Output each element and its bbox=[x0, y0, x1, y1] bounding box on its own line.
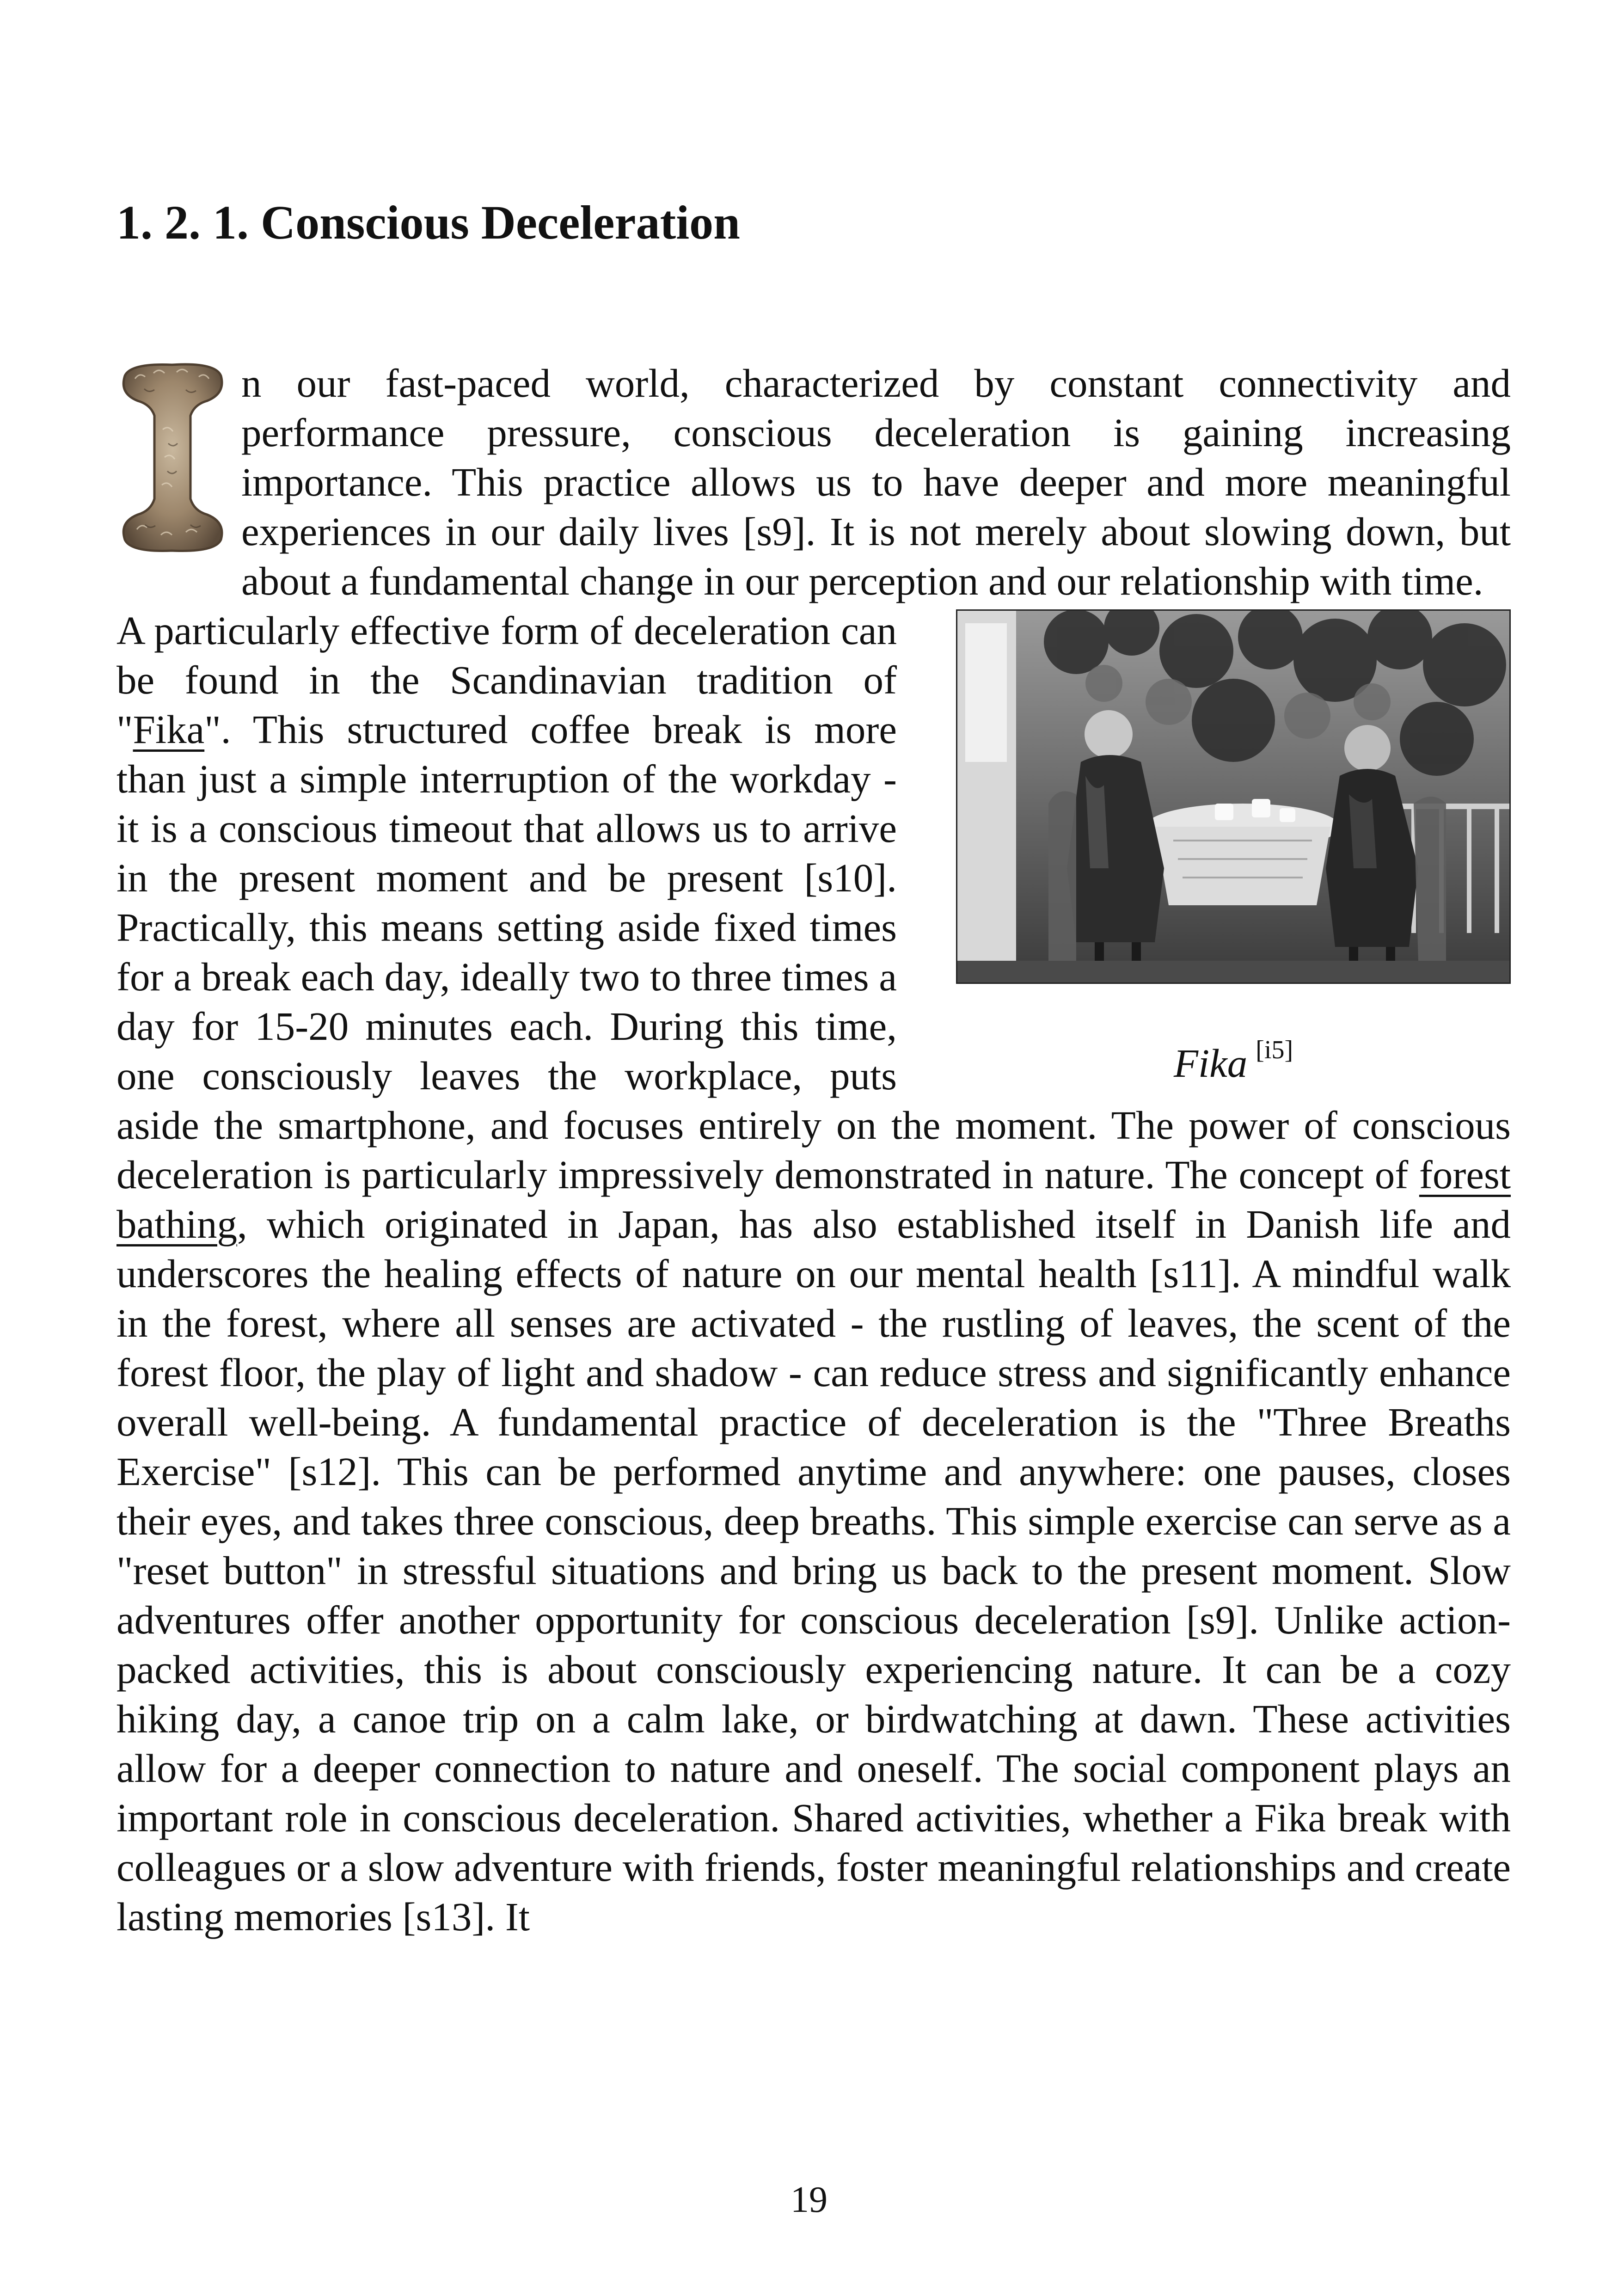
page-number: 19 bbox=[791, 2179, 827, 2220]
paragraph-main-end: , which originated in Japan, has also established itself in Danish life and underscores the healing effects of nature on our mental health [s11]. A mindful walk in the forest, where all senses are activated - the rustling of leaves, the scent of the forest floor, the play of light and shadow - can reduce stress and significantly enhance overall well-being. A fundamental practice of deceleration is the "Three Breaths Exercise" [s12]. This can be performed anytime and anywhere: one pauses, closes their eyes, and takes three conscious, deep breaths. This simple exercise can serve as a "reset button" in stressful situations and bring us back to the present moment. Slow adventures offer another opportunity for conscious deceleration [s9]. Unlike action-packed activities, this is about consciously experiencing nature. It can be a cozy hiking day, a canoe trip on a calm lake, or birdwatching at dawn. These activities allow for a deeper connection to nature and oneself. The social component plays an important role in conscious deceleration. Shared activities, whether a Fika break with colleagues or a slow adventure with friends, foster meaningful relationships and create lasting memories [s13]. It bbox=[116, 1202, 1511, 1939]
dropcap-letter bbox=[116, 360, 228, 559]
fur-letter-i-icon bbox=[116, 360, 228, 554]
figure-caption bbox=[934, 1025, 1511, 1088]
figure-caption-text: Fika bbox=[1173, 1041, 1248, 1086]
paragraph-intro-text: n our fast-paced world, characterized by constant connectivity and performance pressure, conscious deceleration is gaining increasing importance. This practice allows us to have deeper and more meaningful experiences in our daily lives [s9]. It is not merely about slowing down, but about a fundamental change in our perception and our relationship with time. bbox=[241, 361, 1511, 603]
figure-reference: [i5] bbox=[1256, 1036, 1293, 1064]
link-forest-bathing[interactable]: forest bathing bbox=[116, 1152, 1511, 1246]
fika-photo bbox=[956, 609, 1511, 984]
figure-fika bbox=[934, 609, 1511, 1088]
link-fika[interactable]: Fika bbox=[133, 707, 205, 752]
paragraph-main-start: A particularly effective form of deceleration can be found in the Scandinavian tradition of " bbox=[116, 608, 897, 752]
section-heading: 1. 2. 1. Conscious Deceleration bbox=[116, 196, 740, 249]
body-text bbox=[116, 358, 1511, 1941]
paragraph-main-middle: ". This structured coffee break is more than just a simple interruption of the workday - it is a conscious timeout that allows us to arrive in the present moment and be present [s10]. Practically, this means setting aside fixed times for a break each day, ideally two to three times a day for 15-20 minutes each. During this time, one consciously leaves the workplace, puts aside the smartphone, and focuses entirely on the moment. The power of conscious deceleration is particularly impressively demonstrated in nature. The concept of bbox=[116, 707, 1511, 1197]
paragraph-intro bbox=[116, 358, 1511, 606]
